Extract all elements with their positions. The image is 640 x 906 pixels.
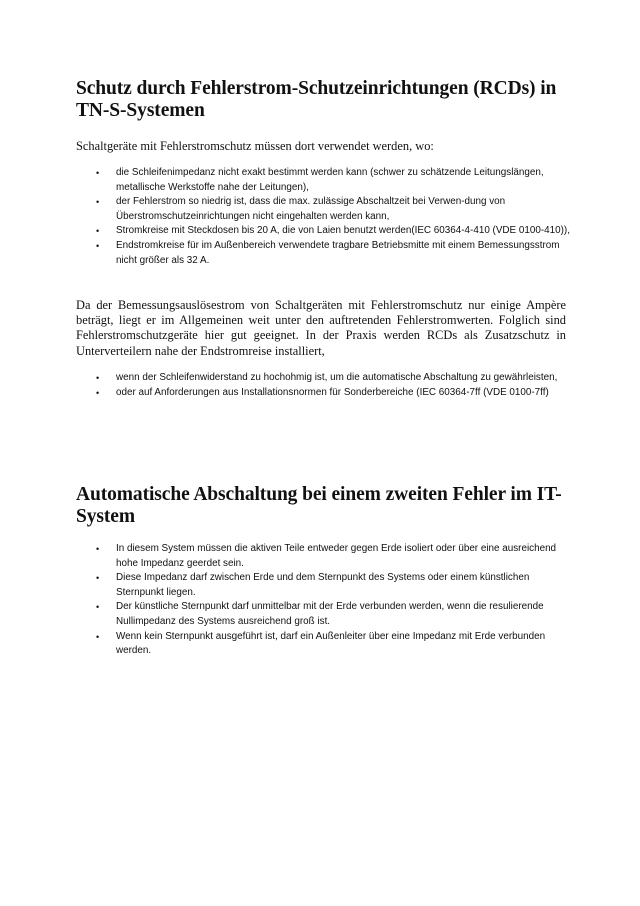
list-item-text: In diesem System müssen die aktiven Teile entweder gegen Erde isoliert oder über eine ausreichend hohe Impedanz geerdet sein.	[116, 543, 557, 569]
explanation-paragraph: Da der Bemessungsauslösestrom von Schaltgeräten mit Fehlerstromschutz nur einige Ampère beträgt, liegt er im Allgemeinen weit unter den auftretenden Fehlerstromwerten. Folglich sind Fehlerstromschutzgeräte hier gut geeignet. In der Praxis werden RCDs als Zusatzschutz in Unterverteilern nahe der Endstromreise installiert,	[76, 298, 566, 358]
list-item	[96, 371, 572, 386]
bullet-icon: •	[96, 226, 100, 237]
list-item	[96, 600, 572, 629]
it-system-list	[96, 542, 572, 659]
bullet-icon: •	[96, 631, 100, 642]
bullet-icon: •	[96, 602, 100, 613]
bullet-icon: •	[96, 373, 100, 383]
bullet-icon: •	[96, 240, 100, 251]
list-item	[96, 542, 572, 571]
bullet-icon: •	[96, 387, 100, 398]
list-item-text: wenn der Schleifenwiderstand zu hochohmig ist, um die automatische Abschaltung zu gewährleisten,	[116, 372, 558, 383]
bullet-icon: •	[96, 197, 100, 208]
list-item-text: Wenn kein Sternpunkt ausgeführt ist, darf ein Außenleiter über eine Impedanz mit Erde verbunden werden.	[116, 630, 546, 657]
list-item	[96, 195, 572, 224]
list-item	[96, 630, 572, 659]
list-item-text: Endstromkreise für im Außenbereich verwendete tragbare Betriebsmitte mit einem Bemessungsstrom nicht größer als 32 A.	[116, 239, 560, 266]
section-heading-it-system: Automatische Abschaltung bei einem zweiten Fehler im IT-System	[76, 484, 562, 527]
list-item-text: oder auf Anforderungen aus Installationsnormen für Sonderbereiche (IEC 60364-7ff (VDE 0100-7ff)	[116, 386, 549, 398]
bullet-icon: •	[96, 168, 100, 178]
list-item-text: die Schleifenimpedanz nicht exakt bestimmt werden kann (schwer zu schätzende Leitungslängen, metallische Werkstoffe nahe der Leitungen),	[116, 167, 544, 193]
list-item-text: Der künstliche Sternpunkt darf unmittelbar mit der Erde verbunden werden, wenn die resulierende Nullimpedanz des Systems ausreichend groß ist.	[116, 601, 544, 627]
list-item-text: der Fehlerstrom so niedrig ist, dass die max. zulässige Abschaltzeit bei Verwen-dung von Überstromschutzeinrichtungen nicht eingehalten werden kann,	[116, 196, 506, 222]
section-heading-rcd-tn-s: Schutz durch Fehlerstrom-Schutzeinrichtungen (RCDs) in TN-S-Systemen	[76, 78, 557, 121]
list-item	[96, 239, 572, 268]
bullet-icon: •	[96, 573, 100, 584]
list-item-text: Diese Impedanz darf zwischen Erde und dem Sternpunkt des Systems oder einem künstlichen Sternpunkt liegen.	[116, 572, 530, 598]
intro-paragraph: Schaltgeräte mit Fehlerstromschutz müssen dort verwendet werden, wo:	[76, 139, 434, 153]
list-item	[96, 571, 572, 600]
bullet-icon: •	[96, 544, 100, 554]
list-item-text: Stromkreise mit Steckdosen bis 20 A, die von Laien benutzt werden(IEC 60364-4-410 (VDE 0100-410)),	[116, 225, 570, 237]
list-item	[96, 224, 572, 239]
list-item	[96, 166, 572, 195]
rcd-installation-list	[96, 371, 572, 400]
rcd-requirements-list	[96, 166, 572, 268]
list-item	[96, 386, 572, 401]
